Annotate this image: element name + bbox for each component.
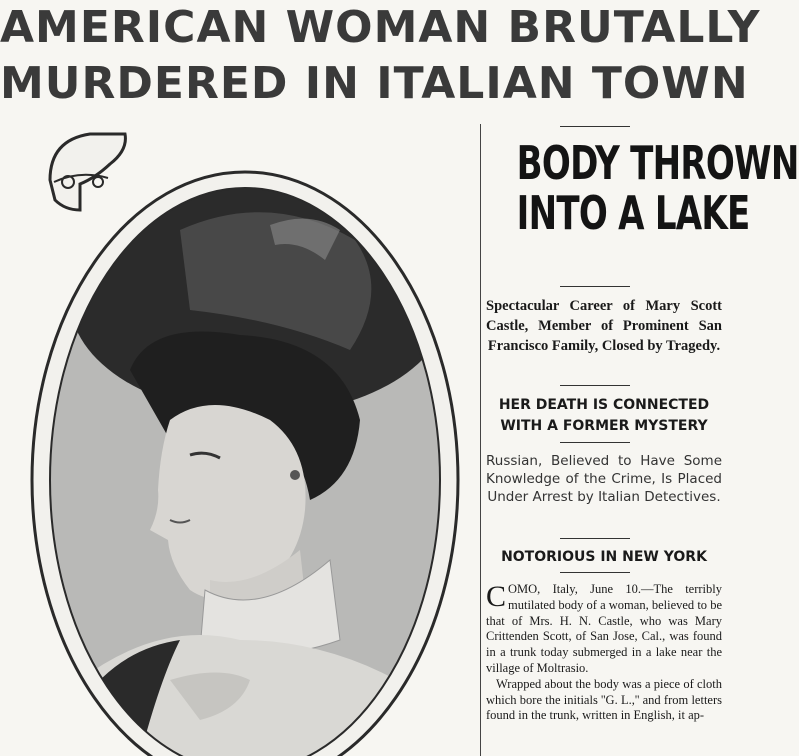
column-rule <box>480 124 481 756</box>
subheadline-deck <box>516 136 799 240</box>
section-deck-line-2: WITH A FORMER MYSTERY <box>500 418 708 434</box>
notorious-deck: NOTORIOUS IN NEW YORK <box>501 549 707 565</box>
headline-line-2: MURDERED IN ITALIAN TOWN <box>0 58 749 109</box>
deck-line-2: INTO A LAKE <box>516 186 750 240</box>
article-paragraph <box>486 582 722 677</box>
portrait-photo <box>10 120 480 756</box>
summary-deck: Spectacular Career of Mary Scott Castle, Member of Prominent San Francisco Family, Closed by Tragedy. <box>486 298 722 354</box>
divider-rule <box>560 572 630 573</box>
section-deck-line-1: HER DEATH IS CONNECTED <box>498 397 710 413</box>
dropcap: C <box>486 580 507 613</box>
deck-line-1: BODY THROWN <box>516 136 799 190</box>
divider-rule <box>560 442 630 443</box>
arrest-deck: Russian, Believed to Have Some Knowledge of the Crime, Is Placed Under Arrest by Italian Detectives. <box>486 453 722 505</box>
article-body <box>486 582 722 724</box>
paragraph-1-text: OMO, Italy, June 10.—The terribly mutilated body of a woman, believed to be that of Mrs. H. N. Castle, who was Mary Crittenden Scott, of San Jose, Cal., was found in a trunk today submerged in a lake near the village of Moltrasio. <box>486 582 722 675</box>
divider-rule <box>560 385 630 386</box>
frame-scroll-ornament <box>50 134 125 210</box>
divider-rule <box>560 538 630 539</box>
section-deck <box>486 395 722 437</box>
divider-rule <box>560 286 630 287</box>
headline-line-1: AMERICAN WOMAN BRUTALLY <box>0 2 761 53</box>
divider-rule <box>560 126 630 127</box>
article-paragraph: Wrapped about the body was a piece of cloth which bore the initials ''G. L.,'' and from letters found in the trunk, written in English, it ap- <box>486 676 722 723</box>
